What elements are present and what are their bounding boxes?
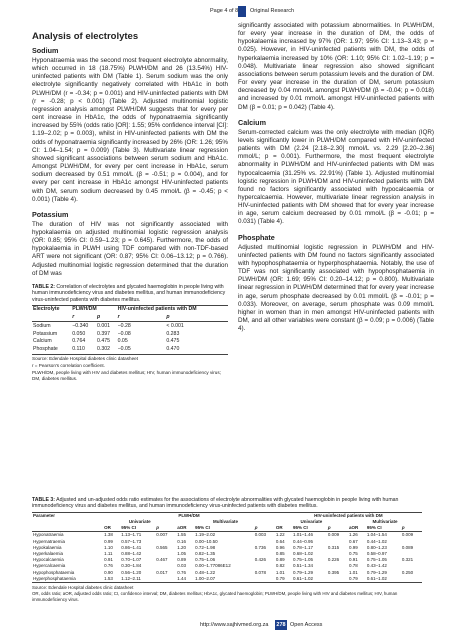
table3-cell: 0.90	[104, 569, 113, 575]
table3-cell: 0.426	[254, 557, 267, 563]
sodium-paragraph: Hyponatraemia was the second most frequent electrolyte abnormality, which occurred in 18 (18.75%) PLWH/DM and 26 (13.54%) HIV-uninfected patients with DM (Table 1). Serum sodium was the only electrolyte significantly negatively correlated with HbA1c in both PLWH/DM (r = -0.34; p = 0.001) and HIV-uninfected patients with DM (r = -0.28; p < 0.001) (Table 2). Adjusted multinomial logistic regression analysis amongst PLWH/DM suggests that for every per cent increase in HbA1c, the odds of hyponatraemia significantly increased by 55% (odds ratio [OR]: 1.55; 95% confidence interval [CI]: 1.19–2.02; p = 0.003), whilst in HIV-uninfected patients with DM the odds of hyponatraemia significantly increased by 26% (OR: 1.26; 95% CI: 1.04–1.54; p = 0.009) (Table 3). Multivariate linear regression showed significant associations between serum sodium and HbA1c. Amongst PLWH/DM, for every per cent increase in HbA1c, serum sodium decreased by 0.51 mmol/L (β = -0.51; p = 0.004), and for every per cent increase in HbA1c amongst HIV-uninfected patients with DM, serum sodium decreased by 0.45 mmol/L (β = -0.45; p < 0.001) (Table 4).	[32, 57, 228, 203]
table3-cell: 0.250	[401, 569, 414, 575]
table3-cell: 1.20	[177, 544, 187, 550]
table3-subheader-p: p	[401, 525, 422, 532]
table3-row-label: Hypophosphataemia	[33, 569, 75, 575]
potassium-continued-paragraph: significantly associated with potassium abnormalities. In PLWH/DM, for every year increase in the duration of DM, the odds of hypokalaemia increased by 97% (OR: 1.97; 95% CI: 1.13–3.43; p = 0.025). However, in HIV-uninfected patients with DM, the odds of hyperkalaemia increased by 10% (OR: 1.10; 95% CI: 1.02–1.19; p = 0.048). Multivariate linear regression also showed significant associations between serum potassium levels and the duration of DM. For every year increase in the duration of DM, serum potassium decreased by 0.04 mmol/L amongst PLWH/DM (β = -0.04; p = 0.018) and increased by 0.01 mmol/L amongst HIV-uninfected patients with DM (β = 0.01; p = 0.042) (Table 4).	[238, 22, 434, 111]
table3-cell: 0.467	[156, 557, 168, 563]
table3-source: Source: Edendale Hospital diabetes clinic datasheet	[32, 584, 134, 590]
phosphate-paragraph: Adjusted multinomial logistic regression in PLWH/DM and HIV-uninfected patients with DM found no factors significantly associated with hypophosphataemia or hyperphosphataemia. Notably, the use of TDF was not significantly associated with hypophosphataemia in PLWH/DM (OR: 1.69; 95% CI: 0.20–14.12; p = 0.800). Multivariate linear regression in PLWH/DM determined that for every year increase in age, serum phosphate decreased by 0.01 mmol/L (β = -0.01; p = 0.033). Moreover, on average, serum phosphate was 0.09 mmol/L higher in women than in men amongst HIV-uninfected patients with DM, and all other variables were constant (β = 0.09; p = 0.006) (Table 4).	[238, 243, 434, 333]
table3-cell: 0.82–1.35	[195, 551, 216, 557]
table3-cell: 0.78	[348, 563, 358, 569]
table3-cell: 1.26	[348, 532, 358, 538]
table3-cell: 1.05	[177, 551, 187, 557]
table3-cell: 0.99	[104, 538, 113, 544]
table3-cell: 0.61–1.02	[366, 576, 401, 583]
footer-page-number: 278	[276, 622, 286, 628]
table3-cell: 0.79	[275, 576, 292, 583]
table3-cell: 0.00–10.50	[195, 538, 218, 544]
potassium-paragraph: The duration of HIV was not significantly associated with hypokalaemia on adjusted multinomial logistic regression analysis (OR: 0.85; 95% CI: 0.59–1.23; p = 0.645). Furthermore, the odds of hypokalaemia in PLWH using TDF compared with non-TDF-based ART were not significant (OR: 0.87; 95% CI: 0.06–13.12; p = 0.766). Adjusted multinomial logistic regression determined that the duration of DM was	[32, 220, 228, 277]
table2-header-r: r	[117, 314, 166, 322]
table3-cell: 1.12–2.11	[120, 576, 155, 583]
table3-cell: 0.79–1.29	[292, 569, 313, 575]
table3-cell: 0.017	[156, 569, 168, 575]
table3-cell: 1.53	[103, 576, 120, 583]
table-row: Sodium −0.340 0.001 −0.28 < 0.001	[33, 322, 184, 329]
table3-subheader-aor: aOR	[176, 525, 194, 532]
table3-cell	[401, 576, 422, 583]
table3-cell: 0.89	[275, 557, 285, 563]
table2-caption-text: Correlation of electrolytes and glycated haemoglobin in people living with human immunodeficiency virus and diabetes mellitus, and human immunodeficiency virus-uninfected patients with diabetes mellitus.	[32, 283, 226, 303]
table3-cell: 0.00–1.77086E12	[195, 563, 231, 569]
table3-row-label: Hypercalcaemia	[33, 563, 66, 569]
table3-subheader-row	[32, 525, 422, 532]
table-row: Phosphate 0.110 0.302 −0.05 0.470	[32, 346, 228, 354]
table3-header-plwh: PLWH/DM	[103, 512, 275, 519]
table3-cell: 0.51–1.34	[292, 563, 313, 569]
table3-header-univariate: Univariate	[128, 519, 151, 525]
table3	[32, 512, 422, 583]
table3-row-label: Hypernatraemia	[33, 538, 66, 544]
section-label: Original Research	[250, 8, 295, 14]
table2-caption-label: TABLE 2:	[32, 283, 55, 290]
table3-cell: 0.70–1.07	[121, 557, 142, 563]
table3-cell: 1.38	[104, 532, 113, 538]
table2	[32, 305, 228, 355]
table3-cell: 1.04–1.54	[366, 532, 387, 538]
table3-cell	[155, 576, 176, 583]
table3-header-hiv: HIV-uninfected patients with DM	[275, 512, 422, 519]
table3-cell: 0.43–1.42	[366, 563, 387, 569]
table3-cell: 0.007	[156, 532, 168, 538]
calcium-paragraph: Serum-corrected calcium was the only electrolyte with median (IQR) levels significantly lower in PLWH/DM compared with HIV-uninfected patients with DM (2.24 [2.18–2.30] mmol/L vs. 2.29 [2.20–2.36] mmol/L; p = 0.001). Furthermore, the most frequent electrolyte abnormality in PLWH/DM and HIV-uninfected patients with DM was hypocalcaemia (31.25% vs. 22.91%) (Table 1). Adjusted multinomial logistic regression in PLWH/DM and HIV-uninfected patients with DM found no factors significantly associated with hypocalcaemia or hypercalcaemia. However, multivariate linear regression analysis in HIV-uninfected patients with DM showed that for every year increase in age, serum calcium decreased by 0.01 mmol/L (β = -0.01; p = 0.031) (Table 4).	[238, 128, 434, 226]
table3-cell: 0.64	[275, 538, 285, 544]
table3-cell: 0.565	[156, 544, 168, 550]
table3-cell: 0.078	[254, 569, 267, 575]
journal-url-link[interactable]: http://www.sajhivmed.org.za	[200, 622, 269, 628]
table3-row-label: Hyponatraemia	[33, 532, 64, 538]
table3-cell: 0.395	[327, 569, 340, 575]
open-access-label: Open Access	[290, 622, 323, 628]
calcium-heading: Calcium	[238, 117, 266, 127]
table3-cell: 1.22	[275, 532, 285, 538]
table3-row-label: Hyperphosphataemia	[32, 576, 103, 583]
table3-cell: 0.315	[327, 544, 340, 550]
table3-subheader-ci: 95% CI	[366, 525, 401, 532]
table3-cell: 0.99	[348, 544, 358, 550]
table-row	[32, 576, 422, 583]
table3-subheader-or: OR	[275, 525, 292, 532]
table3-cell: 1.01	[275, 569, 285, 575]
table3-cell: 0.089	[401, 544, 414, 550]
table3-cell: 0.91	[348, 557, 358, 563]
table3-cell: 1.00–2.07	[194, 576, 254, 583]
table3-caption-label: TABLE 3:	[32, 497, 55, 503]
table3-cell: 0.03	[177, 563, 187, 569]
table3-subheader-ci: 95% CI	[194, 525, 254, 532]
table3-cell: 0.68–1.02	[292, 551, 313, 557]
table3-subheader-ci: 95% CI	[120, 525, 155, 532]
potassium-heading: Potassium	[32, 209, 69, 219]
table3-cell: 0.86–1.41	[121, 544, 142, 550]
table3-cell: 0.91	[104, 557, 113, 563]
table3-caption-text: Adjusted and un-adjusted odds ratio estimates for the associations of electrolyte abnormalities with glycated haemoglobin in people living with human immunodeficiency virus and diabetes mellitus, and human immunodeficiency virus-uninfected patients with diabetes mellitus.	[32, 497, 399, 510]
table3-caption	[32, 497, 422, 510]
left-column	[32, 22, 228, 381]
table3-cell: 0.44–0.95	[292, 538, 313, 544]
table3-cell: 0.76	[104, 563, 113, 569]
table3-cell: 0.44–1.02	[366, 538, 387, 544]
table3-cell: 0.75–1.06	[195, 557, 216, 563]
table3-abbreviations: OR, odds ratio; aOR, adjusted odds ratio; CI, confidence interval; DM, diabetes mellitus; HbA1c, glycated haemoglobin; PLWH/DM, people living with HIV and diabetes mellitus; HIV, human immunodeficiency virus.	[32, 591, 398, 602]
table3-subheader-or: OR	[103, 525, 120, 532]
table3-body	[32, 532, 422, 583]
table3-cell: 1.44	[176, 576, 194, 583]
table3-cell: 0.321	[401, 557, 414, 563]
table3-cell: 0.57–1.73	[121, 538, 142, 544]
table3-cell: 0.88–1.42	[121, 551, 142, 557]
table3-cell	[254, 576, 275, 583]
table3-subheader-p: p	[254, 525, 275, 532]
table3-cell: 1.01–1.46	[292, 532, 313, 538]
table2-header-r: r	[71, 314, 96, 322]
table3-block	[32, 497, 422, 602]
table3-subheader-p: p	[327, 525, 348, 532]
page-footer	[0, 620, 453, 630]
table3-cell: 0.89	[177, 557, 187, 563]
table3-cell: 0.58–0.97	[366, 551, 387, 557]
table3-cell: 0.67	[348, 538, 358, 544]
table3-cell: 1.55	[177, 532, 187, 538]
table2-header-p: p	[96, 314, 117, 322]
table3-row-label: Hypocalcaemia	[33, 557, 64, 563]
table3-cell: 0.79–1.29	[366, 569, 387, 575]
table3-cell: 0.82	[275, 563, 285, 569]
table3-cell: 0.85	[275, 551, 285, 557]
right-column	[238, 22, 434, 333]
table3-cell: 0.75–1.05	[292, 557, 313, 563]
table3-cell: 0.72–1.98	[195, 544, 216, 550]
table3-subheader-aor: aOR	[348, 525, 366, 532]
table3-row-label: Hyperkalaemia	[33, 551, 64, 557]
table3-cell: 0.78–1.17	[292, 544, 313, 550]
table3-header-parameter: Parameter	[32, 512, 103, 519]
table2-caption	[32, 284, 228, 303]
table3-cell: 0.226	[327, 557, 340, 563]
table2-header-p: p	[165, 314, 228, 322]
table3-cell: 0.736	[254, 544, 267, 550]
sodium-heading: Sodium	[32, 46, 59, 55]
table3-header-multivariate: Multivariate	[372, 519, 398, 525]
table3-cell: 0.61–1.02	[292, 576, 327, 583]
table-row: Calcium 0.764 0.475 0.05 0.475	[33, 338, 180, 345]
table3-cell: 0.48–1.22	[195, 569, 216, 575]
table3-cell: 0.16	[177, 538, 187, 544]
table3-cell: 0.009	[327, 532, 340, 538]
table3-header-multivariate: Multivariate	[213, 519, 239, 525]
table-row: Potassium 0.050 0.397 −0.08 0.283	[33, 330, 180, 337]
table3-cell: 0.56–1.20	[121, 569, 142, 575]
table2-source: Source: Edendale Hospital diabetes clinic datasheet	[32, 356, 138, 362]
header-color-bar	[238, 6, 246, 17]
table-row	[32, 532, 422, 539]
table3-cell: 0.96	[275, 544, 285, 550]
table3-cell: 0.75	[348, 551, 358, 557]
phosphate-heading: Phosphate	[238, 232, 275, 242]
table3-cell: 1.11	[104, 551, 113, 557]
table3-subheader-ci: 95% CI	[292, 525, 327, 532]
page-header	[0, 6, 453, 18]
table3-cell: 0.79	[348, 576, 366, 583]
analysis-heading: Analysis of electrolytes	[32, 31, 139, 42]
table3-cell: 0.009	[401, 532, 414, 538]
table3-cell: 1.01	[348, 569, 358, 575]
table3-row-label: Hypokalaemia	[33, 544, 62, 550]
table3-cell: 1.10	[104, 544, 113, 550]
table2-notes: r = Pearson's correlation coefficient.	[32, 363, 105, 369]
page-number-label: Page 4 of 8	[210, 8, 239, 14]
table3-cell: 1.13–1.71	[121, 532, 142, 538]
table3-cell	[327, 576, 348, 583]
table2-header-hiv: HIV-uninfected patients with DM	[117, 305, 228, 313]
table3-subheader-p: p	[155, 525, 176, 532]
table3-cell: 0.003	[254, 532, 267, 538]
table2-header-plwh: PLWH/DM	[71, 305, 116, 313]
table3-cell: 0.76	[177, 569, 187, 575]
table3-cell: 0.75–1.05	[366, 557, 387, 563]
table3-cell: 0.80–1.23	[366, 544, 387, 550]
table2-abbreviations: PLWH/DM, people living with HIV and diabetes mellitus; HIV, human immunodeficiency virus; DM, diabetes mellitus.	[32, 370, 221, 381]
table3-header-univariate: Univariate	[300, 519, 323, 525]
table3-cell: 0.30–1.84	[121, 563, 142, 569]
table3-cell: 1.19–2.02	[195, 532, 216, 538]
table2-header-electrolyte: Electrolyte	[32, 305, 71, 313]
